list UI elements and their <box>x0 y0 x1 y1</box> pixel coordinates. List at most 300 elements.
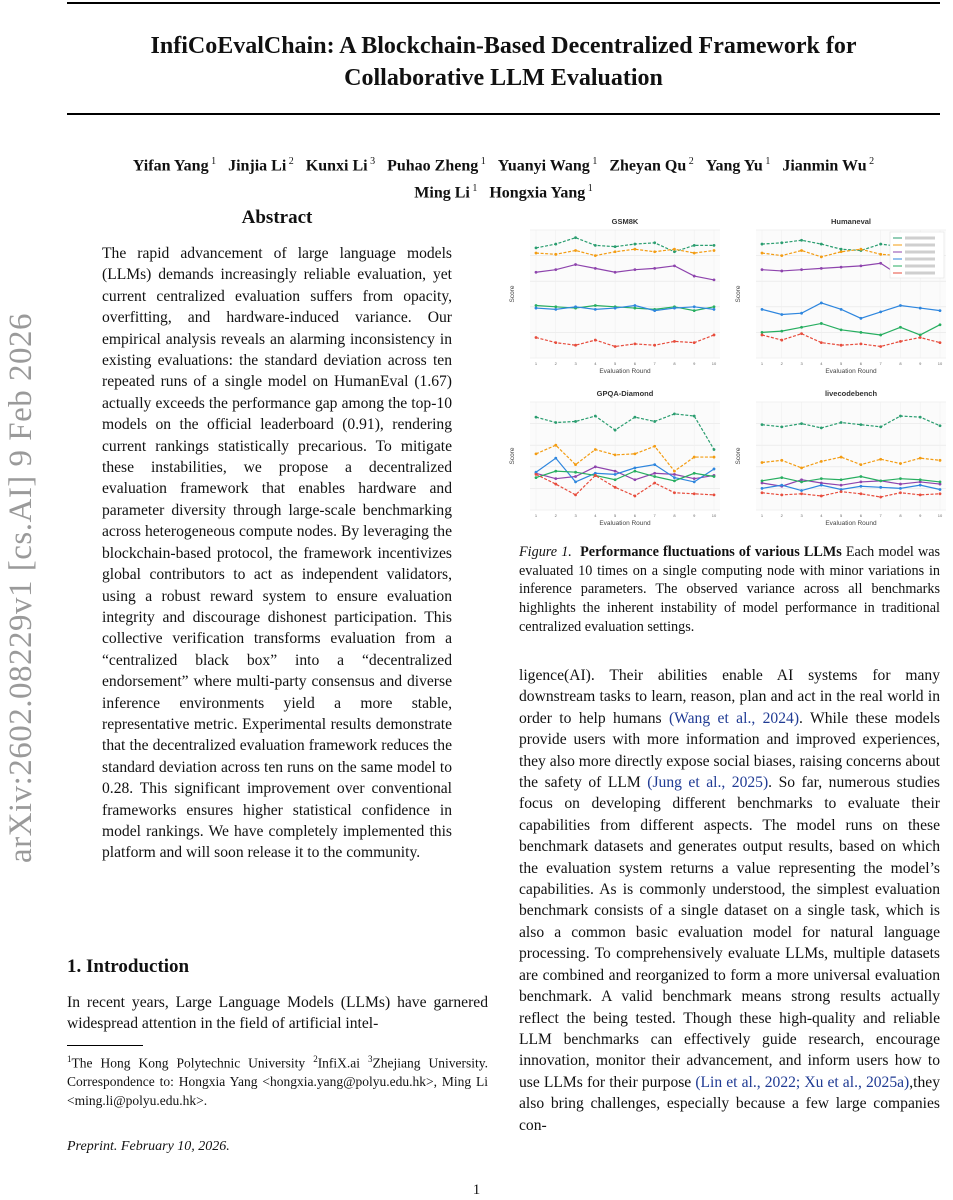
data-point <box>554 477 557 480</box>
x-tick-label: 6 <box>859 513 863 518</box>
data-point <box>919 307 922 310</box>
data-point <box>574 236 577 239</box>
data-point <box>780 476 783 479</box>
data-point <box>594 339 597 342</box>
data-point <box>800 332 803 335</box>
data-point <box>879 458 882 461</box>
data-point <box>653 250 656 253</box>
author-affiliation-mark: 1 <box>208 156 217 167</box>
data-point <box>800 466 803 469</box>
abstract-heading: Abstract <box>241 207 313 228</box>
x-tick-label: 5 <box>613 361 617 366</box>
citation-jung-2025[interactable]: (Jung et al., 2025) <box>647 774 769 792</box>
y-axis-label: Score <box>735 285 742 303</box>
data-point <box>633 268 636 271</box>
data-point <box>535 252 538 255</box>
data-point <box>535 307 538 310</box>
data-point <box>879 253 882 256</box>
data-point <box>713 493 716 496</box>
data-point <box>633 470 636 473</box>
data-point <box>633 243 636 246</box>
data-point <box>535 271 538 274</box>
paper-title <box>67 30 940 94</box>
data-point <box>594 267 597 270</box>
author-name: Jianmin Wu <box>782 157 867 175</box>
data-point <box>554 421 557 424</box>
data-point <box>859 492 862 495</box>
data-point <box>840 250 843 253</box>
x-tick-label: 7 <box>653 513 656 518</box>
author-affiliation-mark: 2 <box>866 156 875 167</box>
data-point <box>713 475 716 478</box>
data-point <box>761 461 764 464</box>
data-point <box>614 473 617 476</box>
author-affiliation-mark: 1 <box>585 183 593 195</box>
data-point <box>633 307 636 310</box>
x-tick-label: 8 <box>673 361 676 366</box>
data-point <box>820 341 823 344</box>
x-tick-label: 3 <box>574 361 577 366</box>
legend-label <box>905 265 935 268</box>
affiliation-2: InfiX.ai <box>317 1055 361 1071</box>
data-point <box>761 491 764 494</box>
data-point <box>840 266 843 269</box>
data-point <box>840 456 843 459</box>
data-point <box>800 312 803 315</box>
data-point <box>761 268 764 271</box>
figure-1 <box>502 208 950 538</box>
data-point <box>713 456 716 459</box>
data-point <box>554 308 557 311</box>
data-point <box>840 344 843 347</box>
data-point <box>879 243 882 246</box>
x-tick-label: 3 <box>800 361 803 366</box>
data-point <box>673 264 676 267</box>
data-point <box>761 334 764 337</box>
data-point <box>653 475 656 478</box>
x-tick-label: 7 <box>879 513 882 518</box>
x-tick-label: 10 <box>711 361 717 366</box>
correspondence: Correspondence to: Hongxia Yang <hongxia.yang@polyu.edu.hk>, Ming Li <ming.li@polyu.edu.hk>. <box>67 1074 488 1108</box>
x-tick-label: 3 <box>574 513 577 518</box>
x-tick-label: 6 <box>633 513 637 518</box>
data-point <box>633 495 636 498</box>
y-axis-label: Score <box>509 285 516 303</box>
data-point <box>713 334 716 337</box>
data-point <box>614 271 617 274</box>
data-point <box>713 279 716 282</box>
data-point <box>614 454 617 457</box>
author-affiliation-mark: 1 <box>469 183 478 195</box>
data-point <box>820 267 823 270</box>
data-point <box>693 456 696 459</box>
data-point <box>614 478 617 481</box>
right-text-2: . While these models provide users with more information and improved experiences, they also more directly expose social biases, raising concerns about the safety of LLM <box>519 709 941 792</box>
data-point <box>879 262 882 265</box>
data-point <box>879 334 882 337</box>
x-axis-label: Evaluation Round <box>825 520 877 527</box>
data-point <box>879 345 882 348</box>
author-list <box>67 150 940 205</box>
data-point <box>899 326 902 329</box>
data-point <box>820 495 823 498</box>
data-point <box>673 250 676 253</box>
data-point <box>859 423 862 426</box>
data-point <box>693 309 696 312</box>
data-point <box>939 459 942 462</box>
data-point <box>939 488 942 491</box>
data-point <box>653 420 656 423</box>
data-point <box>840 308 843 311</box>
legend-label <box>905 251 935 254</box>
data-point <box>840 421 843 424</box>
caption-text: Each model was evaluated 10 times on a single computing node with minor variations in inference parameters. The observed variance across all benchmarks highlights the inherent instability of model performance in traditional centralized evaluation settings. <box>519 544 941 635</box>
data-point <box>653 267 656 270</box>
data-point <box>780 339 783 342</box>
author-name: Kunxi Li <box>305 157 368 175</box>
right-text-4: ,they also bring challenges, especially because a few large companies con- <box>519 1073 940 1134</box>
data-point <box>820 427 823 430</box>
author-name: Hongxia Yang <box>489 184 586 202</box>
chart-title: GPQA-Diamond <box>596 389 654 398</box>
x-tick-label: 1 <box>760 361 764 366</box>
x-tick-label: 9 <box>919 513 922 518</box>
chart-title: livecodebench <box>824 389 878 398</box>
data-point <box>574 263 577 266</box>
x-tick-label: 2 <box>554 361 557 366</box>
data-point <box>693 341 696 344</box>
author-affiliation-mark: 1 <box>589 156 598 167</box>
data-point <box>761 252 764 255</box>
data-point <box>653 482 656 485</box>
data-point <box>574 493 577 496</box>
data-point <box>673 412 676 415</box>
data-point <box>780 493 783 496</box>
data-point <box>939 323 942 326</box>
data-point <box>653 472 656 475</box>
data-point <box>899 483 902 486</box>
data-point <box>840 248 843 251</box>
data-point <box>713 244 716 247</box>
data-point <box>693 244 696 247</box>
data-point <box>673 473 676 476</box>
data-point <box>800 239 803 242</box>
data-point <box>693 492 696 495</box>
data-point <box>780 313 783 316</box>
data-point <box>673 340 676 343</box>
data-point <box>899 340 902 343</box>
author-name: Jinjia Li <box>228 157 287 175</box>
data-point <box>800 492 803 495</box>
author-affiliation-mark: 1 <box>762 156 771 167</box>
data-point <box>673 479 676 482</box>
data-point <box>859 343 862 346</box>
data-point <box>761 487 764 490</box>
x-tick-label: 3 <box>800 513 803 518</box>
data-point <box>713 305 716 308</box>
data-point <box>820 302 823 305</box>
data-point <box>919 416 922 419</box>
x-tick-label: 10 <box>937 361 943 366</box>
data-point <box>899 304 902 307</box>
data-point <box>800 268 803 271</box>
data-point <box>574 249 577 252</box>
chart-title: Humaneval <box>830 217 872 226</box>
data-point <box>859 317 862 320</box>
legend-label <box>905 237 935 240</box>
data-point <box>614 429 617 432</box>
data-point <box>713 448 716 451</box>
data-point <box>761 331 764 334</box>
x-tick-label: 7 <box>653 361 656 366</box>
x-tick-label: 10 <box>937 513 943 518</box>
data-point <box>899 487 902 490</box>
data-point <box>535 247 538 250</box>
aff-mark-2: 2 <box>313 1054 318 1064</box>
data-point <box>800 249 803 252</box>
footnote-rule <box>67 1045 143 1046</box>
data-point <box>693 275 696 278</box>
data-point <box>554 483 557 486</box>
author-name: Yifan Yang <box>132 157 209 175</box>
data-point <box>693 477 696 480</box>
x-tick-label: 4 <box>594 513 597 518</box>
data-point <box>574 463 577 466</box>
x-tick-label: 9 <box>693 361 696 366</box>
x-tick-label: 7 <box>879 361 882 366</box>
data-point <box>859 475 862 478</box>
citation-wang-2024[interactable]: (Wang et al., 2024) <box>668 709 800 727</box>
aff-mark-1: 1 <box>67 1054 72 1064</box>
data-point <box>673 248 676 251</box>
caption-bold: Performance fluctuations of various LLMs <box>580 544 842 560</box>
data-point <box>653 445 656 448</box>
data-point <box>713 468 716 471</box>
data-point <box>693 481 696 484</box>
data-point <box>574 305 577 308</box>
data-point <box>594 304 597 307</box>
data-point <box>653 309 656 312</box>
data-point <box>673 491 676 494</box>
title-rule <box>67 113 940 115</box>
data-point <box>574 475 577 478</box>
data-point <box>693 305 696 308</box>
author-affiliation-mark: 2 <box>286 156 294 167</box>
data-point <box>780 425 783 428</box>
data-point <box>761 479 764 482</box>
data-point <box>535 473 538 476</box>
data-point <box>633 304 636 307</box>
data-point <box>919 484 922 487</box>
data-point <box>614 250 617 253</box>
x-tick-label: 4 <box>820 361 823 366</box>
data-point <box>554 457 557 460</box>
y-axis-label: Score <box>509 447 516 465</box>
data-point <box>594 474 597 477</box>
legend-label <box>905 272 935 275</box>
data-point <box>840 328 843 331</box>
data-point <box>859 485 862 488</box>
data-point <box>800 422 803 425</box>
data-point <box>859 463 862 466</box>
x-tick-label: 9 <box>919 361 922 366</box>
data-point <box>673 307 676 310</box>
data-point <box>693 252 696 255</box>
x-tick-label: 8 <box>673 513 676 518</box>
author-name: Ming Li <box>414 184 470 202</box>
data-point <box>939 341 942 344</box>
data-point <box>633 452 636 455</box>
data-point <box>859 331 862 334</box>
data-point <box>633 248 636 251</box>
x-tick-label: 8 <box>899 513 902 518</box>
data-point <box>554 243 557 246</box>
data-point <box>859 248 862 251</box>
data-point <box>554 253 557 256</box>
data-point <box>554 341 557 344</box>
x-axis-label: Evaluation Round <box>599 520 651 527</box>
data-point <box>899 477 902 480</box>
data-point <box>653 241 656 244</box>
data-point <box>554 268 557 271</box>
y-axis-label: Score <box>735 447 742 465</box>
data-point <box>594 254 597 257</box>
data-point <box>535 336 538 339</box>
data-point <box>840 484 843 487</box>
introduction-heading: 1. Introduction <box>67 956 190 977</box>
affiliation-footnote <box>67 1050 488 1110</box>
data-point <box>594 244 597 247</box>
data-point <box>800 326 803 329</box>
data-point <box>879 425 882 428</box>
data-point <box>879 311 882 314</box>
author-name: Puhao Zheng <box>387 157 479 175</box>
author-name: Yang Yu <box>705 157 763 175</box>
x-tick-label: 2 <box>780 361 783 366</box>
right-text-1: ligence(AI). Their abilities enable AI systems for many downstream tasks to learn, reason, plan and act in the real world in order to help humans <box>519 667 940 727</box>
data-point <box>820 477 823 480</box>
x-tick-label: 4 <box>820 513 823 518</box>
data-point <box>693 415 696 418</box>
data-point <box>919 457 922 460</box>
top-rule <box>67 2 940 4</box>
x-tick-label: 9 <box>693 513 696 518</box>
data-point <box>879 479 882 482</box>
data-point <box>919 334 922 337</box>
figure-caption <box>519 543 940 637</box>
data-point <box>633 466 636 469</box>
data-point <box>653 344 656 347</box>
data-point <box>673 470 676 473</box>
data-point <box>761 243 764 246</box>
data-point <box>554 305 557 308</box>
data-point <box>919 478 922 481</box>
data-point <box>761 423 764 426</box>
data-point <box>939 424 942 427</box>
x-tick-label: 4 <box>594 361 597 366</box>
right-text-3: . So far, numerous studies focus on developing different benchmarks to evaluate their capabilities from different aspects. The model runs on these benchmark datasets and generates output results, based on which the evaluation system returns a value representing the model’s capabilities. As is commonly understood, the simplest evaluation benchmark consists of a single dataset on a single task, which is also a common basic evaluation model for natural language processing. To comprehensively evaluate LLMs, multiple datasets are combined and reorganized to form a more universal evaluation benchmark. A valid benchmark means strong results actually reflect the being tested. Though these high-quality and reliable LLM benchmarks can effectively guide research, encourage innovation, monitor their advancement, and inform users how to use LLMs for their purpose <box>519 774 940 1091</box>
title-line-2: Collaborative LLM Evaluation <box>344 65 663 91</box>
data-point <box>554 444 557 447</box>
data-point <box>574 481 577 484</box>
data-point <box>713 249 716 252</box>
x-tick-label: 2 <box>780 513 783 518</box>
citation-lin-xu[interactable]: (Lin et al., 2022; Xu et al., 2025a) <box>695 1073 910 1091</box>
data-point <box>535 304 538 307</box>
data-point <box>859 264 862 267</box>
data-point <box>780 459 783 462</box>
data-point <box>614 486 617 489</box>
legend-label <box>905 244 935 247</box>
data-point <box>633 416 636 419</box>
data-point <box>761 308 764 311</box>
introduction-right-column <box>519 665 940 1136</box>
page-number: 1 <box>472 1182 481 1198</box>
introduction-text: In recent years, Large Language Models (LLMs) have garnered widespread attention in the field of artificial intel- <box>67 994 488 1033</box>
affiliation-3: Zhejiang University. <box>372 1055 489 1071</box>
x-tick-label: 5 <box>839 361 843 366</box>
arxiv-stamp[interactable]: arXiv:2602.08229v1 [cs.AI] 9 Feb 2026 <box>3 312 39 864</box>
data-point <box>574 420 577 423</box>
abstract-text: The rapid advancement of large language models (LLMs) demands increasingly reliable evaluation, yet current centralized evaluation suffers from opacity, overfitting, and hardware-induced variance. Our empirical analysis reveals an alarming inconsistency in existing evaluations: the standard deviation across ten repeated runs of a single model on HumanEval (1.67) actually exceeds the performance gap among the top-10 models on the official leaderboard (0.91), rendering current rankings statistically precarious. To mitigate these instabilities, we propose a decentralized evaluation framework that enables hardware and parameter diversity through large-scale benchmarking across heterogeneous compute nodes. By leveraging the blockchain-based protocol, the framework incentivizes global contributors to act as independent validators, using a robust reward system to ensure evaluation integrity and discourage dishonest participation. This collective verification transforms evaluation from a “centralized black box” into a “decentralized endorsement” where multi-party consensus and diverse inference environments yield a more stable, representative metric. Experimental results demonstrate that the decentralized evaluation framework reduces the standard deviation across ten runs on the same model to 0.28. This significant improvement over conventional frameworks ensures higher statistical confidence in model rankings. We have completely implemented this platform and will soon release it to the community. <box>102 245 452 862</box>
author-name: Zheyan Qu <box>609 157 687 175</box>
x-axis-label: Evaluation Round <box>599 368 651 375</box>
data-point <box>899 491 902 494</box>
x-tick-label: 6 <box>859 361 863 366</box>
chart-title: GSM8K <box>611 217 639 226</box>
data-point <box>780 254 783 257</box>
x-tick-label: 10 <box>711 513 717 518</box>
data-point <box>820 460 823 463</box>
data-point <box>693 472 696 475</box>
data-point <box>633 478 636 481</box>
data-point <box>879 496 882 499</box>
data-point <box>840 478 843 481</box>
x-tick-label: 6 <box>633 361 637 366</box>
plot-area <box>530 230 720 358</box>
data-point <box>614 245 617 248</box>
data-point <box>673 476 676 479</box>
data-point <box>800 481 803 484</box>
data-point <box>820 243 823 246</box>
author-affiliation-mark: 1 <box>478 156 486 167</box>
data-point <box>899 462 902 465</box>
data-point <box>594 465 597 468</box>
data-point <box>633 343 636 346</box>
x-tick-label: 5 <box>839 513 843 518</box>
x-tick-label: 8 <box>899 361 902 366</box>
data-point <box>594 415 597 418</box>
x-tick-label: 5 <box>613 513 617 518</box>
data-point <box>859 481 862 484</box>
data-point <box>780 330 783 333</box>
data-point <box>919 493 922 496</box>
data-point <box>574 471 577 474</box>
data-point <box>780 270 783 273</box>
author-name: Yuanyi Wang <box>497 157 590 175</box>
data-point <box>899 415 902 418</box>
data-point <box>713 308 716 311</box>
title-line-1: InfiCoEvalChain: A Blockchain-Based Decentralized Framework for <box>150 33 857 59</box>
data-point <box>780 484 783 487</box>
preprint-note: Preprint. February 10, 2026. <box>67 1139 230 1154</box>
data-point <box>919 336 922 339</box>
author-affiliation-mark: 2 <box>686 156 694 167</box>
caption-label: Figure 1. <box>519 544 572 560</box>
data-point <box>820 484 823 487</box>
x-axis-label: Evaluation Round <box>825 368 877 375</box>
author-affiliation-mark: 3 <box>367 156 376 167</box>
